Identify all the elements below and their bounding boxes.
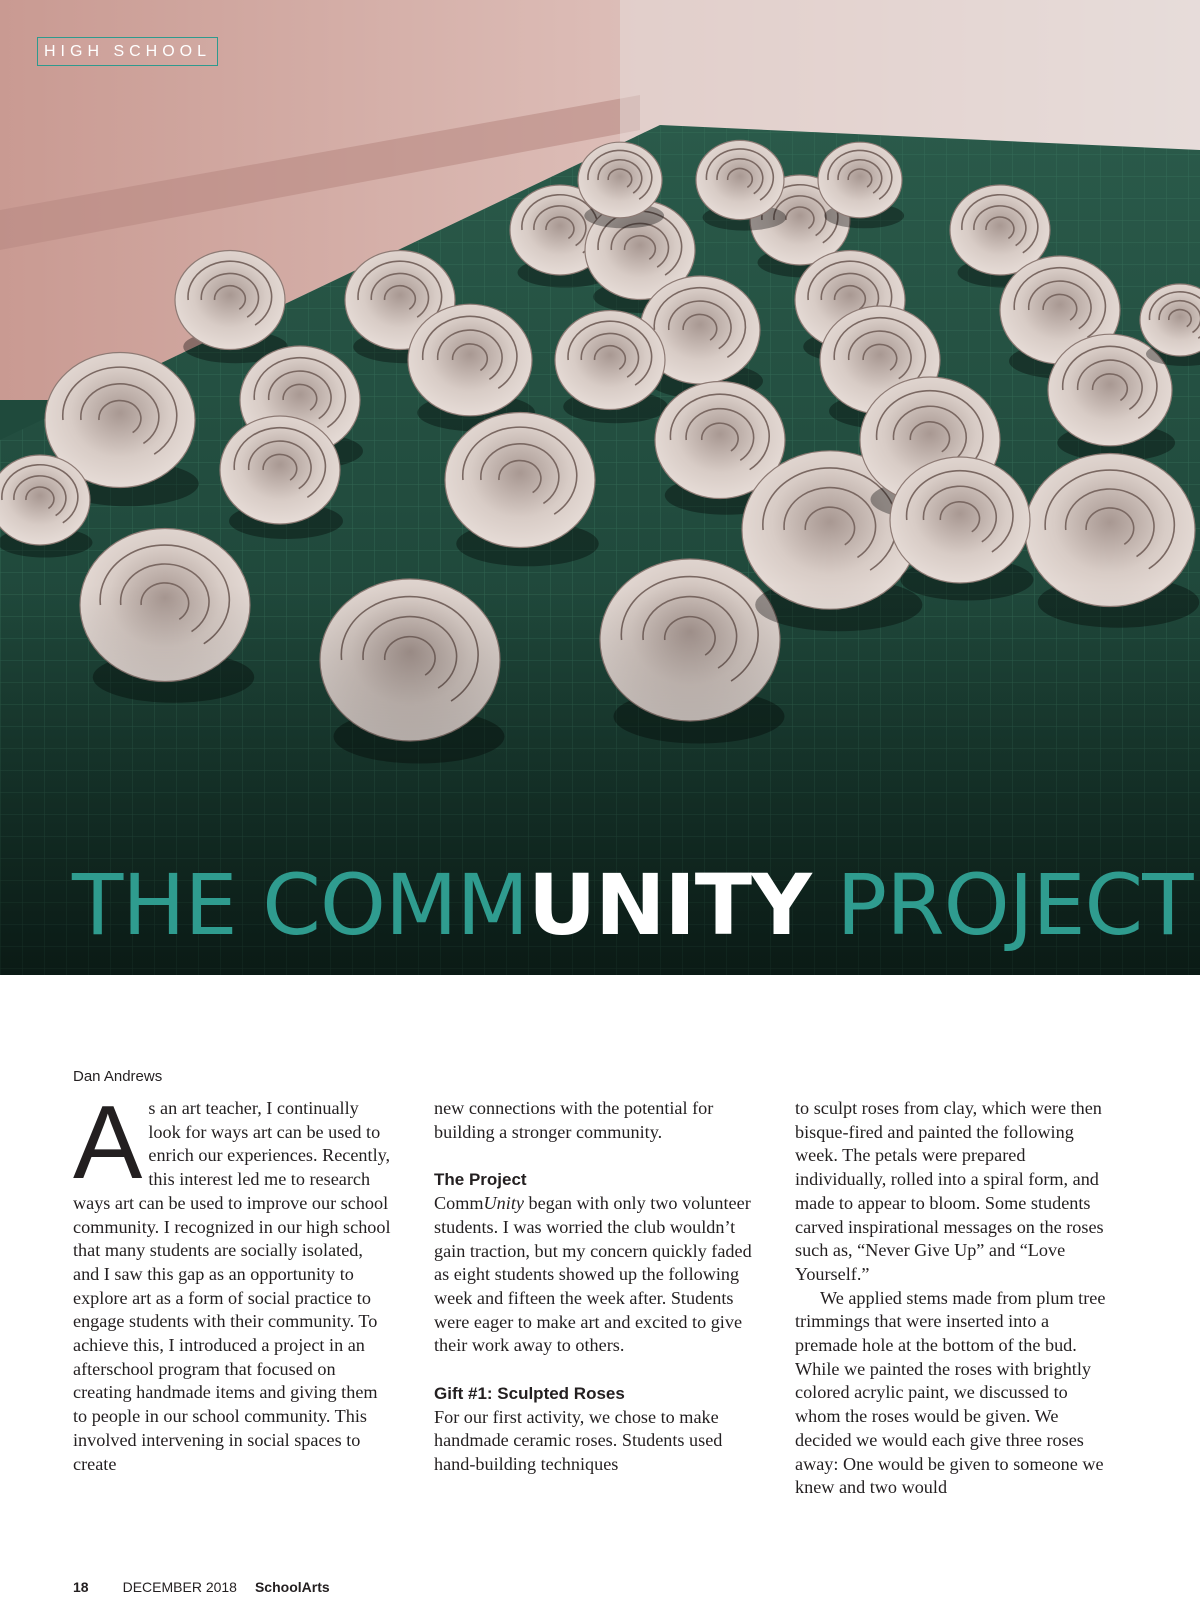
article-title [72, 855, 1193, 955]
gift-paragraph: For our first activity, we chose to make handmade ceramic roses. Students used hand-building techniques [434, 1406, 723, 1475]
column-1 [73, 1085, 393, 1476]
author-byline: Dan Andrews [73, 1068, 163, 1085]
intro-text: s an art teacher, I continually look for ways art can be used to enrich our experiences. Recently, this interest led me to research ways art can be used to improve our school community. I recognized in our high school that many students are socially isolated, and I saw this gap as an opportunity to explore art as a form of social practice to engage students with their community. To achieve this, I introduced a project in an afterschool program that focused on creating handmade items and giving them to people in our school community. This involved intervening in social spaces to create [73, 1098, 391, 1474]
title-part-comm: THE COMM [72, 856, 528, 954]
project-name-prefix: Comm [434, 1193, 484, 1214]
title-part-project: PROJECT [810, 856, 1193, 954]
page-number: 18 [73, 1579, 89, 1595]
intro-continued: new connections with the potential for building a stronger community. [434, 1098, 714, 1142]
column-3 [795, 1097, 1115, 1500]
magazine-name: SchoolArts [254, 1579, 330, 1595]
title-part-unity: UNITY [527, 856, 811, 954]
page-footer [73, 1579, 330, 1595]
column-2 [434, 1097, 754, 1477]
subhead-gift: Gift #1: Sculpted Roses [434, 1384, 625, 1404]
project-text: began with only two volunteer students. I was worried the club wouldn’t gain traction, but my concern quickly faded as eight students showed up the following week and fifteen the week after. Students were eager to make art and excited to give their work away to others. [434, 1193, 752, 1356]
roses-paragraph-2: We applied stems made from plum tree trimmings that were inserted into a premade hole at the bottom of the bud. While we painted the roses with brightly colored acrylic paint, we discussed to whom the roses would be given. We decided we would each give three roses away: One would be given to someone we knew and two would [795, 1287, 1106, 1498]
intro-paragraph [73, 1085, 393, 1476]
issue-date: DECEMBER 2018 [122, 1579, 237, 1595]
subhead-project: The Project [434, 1170, 527, 1190]
project-name-italic: Unity [483, 1193, 524, 1214]
project-paragraph [434, 1192, 754, 1358]
roses-paragraph-1: to sculpt roses from clay, which were then bisque-fired and painted the following week. The petals were prepared individually, rolled into a spiral form, and made to appear to bloom. Some students carved inspirational messages on the roses such as, “Never Give Up” and “Love Yourself.” [795, 1098, 1104, 1284]
drop-cap: A [73, 1085, 143, 1201]
section-tag: HIGH SCHOOL [37, 37, 218, 66]
